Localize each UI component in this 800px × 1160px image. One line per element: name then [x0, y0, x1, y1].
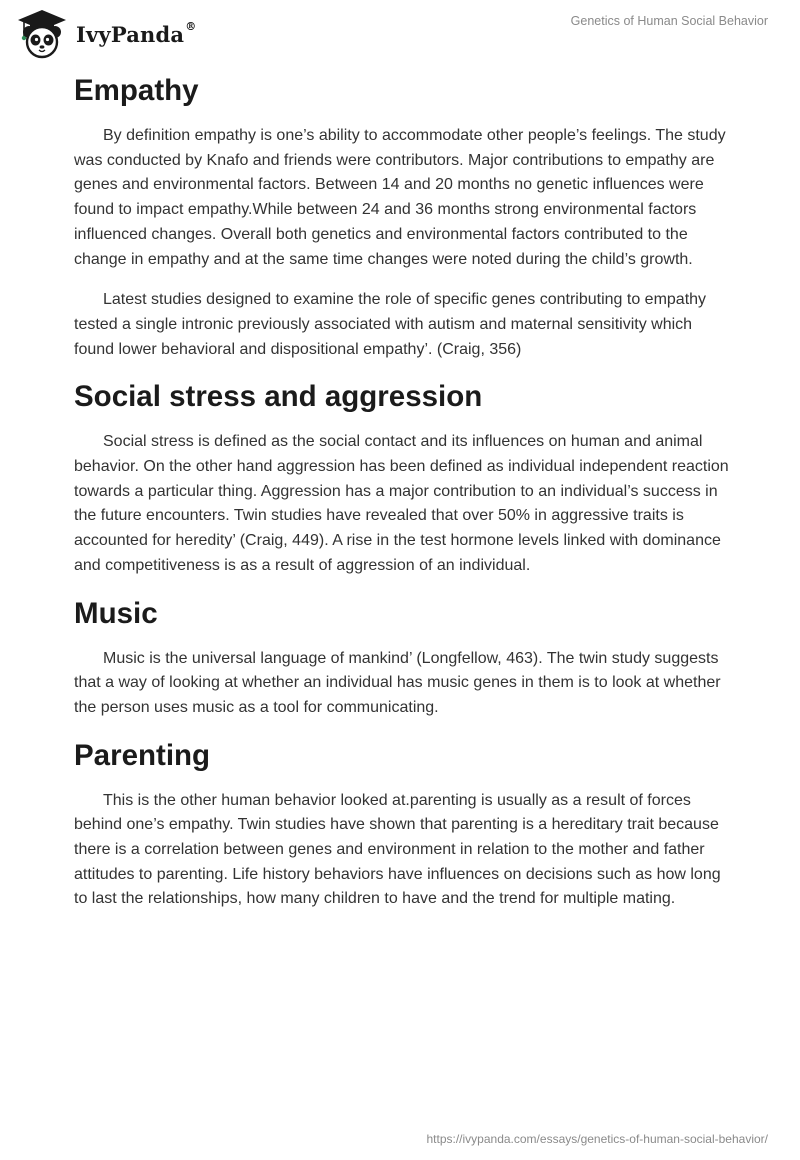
- essay-content: [74, 72, 734, 928]
- page-header: [0, 0, 800, 64]
- section-parenting: [74, 737, 734, 913]
- brand-registered-mark: ®: [185, 19, 197, 33]
- source-url-link[interactable]: https://ivypanda.com/essays/genetics-of-human-social-behavior/: [426, 1132, 768, 1146]
- section-heading: Social stress and aggression: [74, 380, 483, 414]
- section-empathy: [74, 72, 734, 362]
- section-heading: Parenting: [74, 738, 211, 772]
- paragraph: Social stress is defined as the social contact and its influences on human and animal behavior. On the other hand aggression has been defined as individual independent reaction towards a particular thing. Aggression has a major contribution to an individual’s success in the future encounters. Twin studies have revealed that over 50% in aggressive traits is accounted for heredity’ (Craig, 449). A rise in the test hormone levels linked with dominance and competitiveness is as a result of aggression of an individual.: [74, 433, 729, 574]
- paragraph: Latest studies designed to examine the role of specific genes contributing to empathy tested a single intronic previously associated with autism and maternal sensitivity which found lower behavioral and dispositional empathy’. (Craig, 356): [74, 291, 707, 358]
- section-social-stress-and-aggression: [74, 378, 734, 578]
- brand-name: [76, 19, 197, 47]
- panda-graduate-icon: [14, 8, 70, 60]
- brand-name-text: IvyPanda: [76, 21, 185, 47]
- brand-logo[interactable]: [14, 8, 196, 60]
- section-heading: Empathy: [74, 74, 199, 107]
- paragraph: By definition empathy is one’s ability to accommodate other people’s feelings. The study was conducted by Knafo and friends were contributors. Major contributions to empathy are genes and environmental factors. Between 14 and 20 months no genetic influences were found to impact empathy.While between 24 and 36 months strong environmental factors influenced changes. Overall both genetics and environmental factors contributed to the change in empathy and at the same time changes were noted during the child’s growth.: [74, 127, 726, 268]
- section-heading: Music: [74, 596, 158, 630]
- paragraph: Music is the universal language of mankind’ (Longfellow, 463). The twin study suggests that a way of looking at whether an individual has music genes in them is to look at whether the person uses music as a tool for communicating.: [74, 649, 721, 716]
- document-title: Genetics of Human Social Behavior: [570, 14, 768, 28]
- section-music: [74, 595, 734, 721]
- paragraph: This is the other human behavior looked at.parenting is usually as a result of forces behind one’s empathy. Twin studies have shown that parenting is a hereditary trait because there is a correlation between genes and environment in relation to the mother and father attitudes to parenting. Life history behaviors have influences on decisions such as how long to last the relationships, how many children to have and the trend for multiple mating.: [74, 791, 721, 908]
